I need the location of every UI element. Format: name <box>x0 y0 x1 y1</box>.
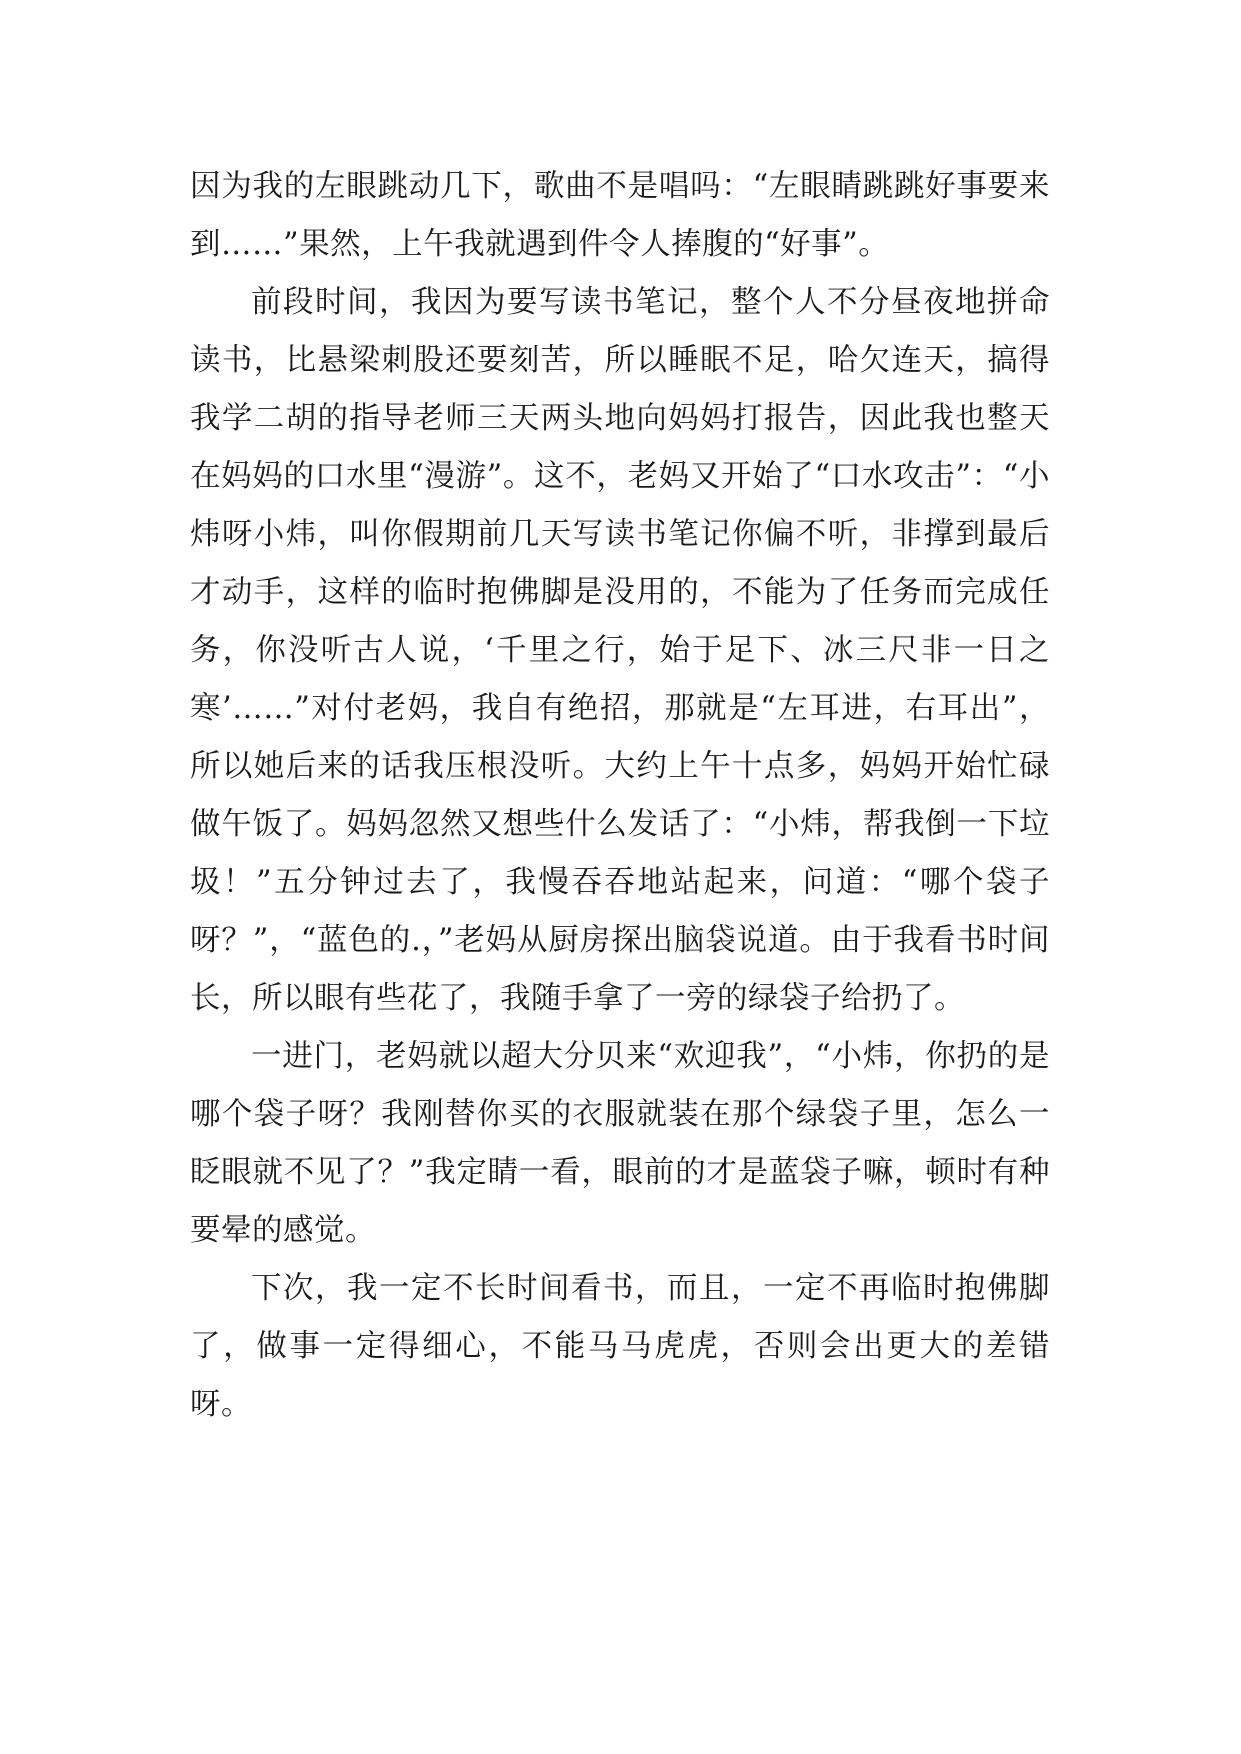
paragraph-3: 一进门，老妈就以超大分贝来“欢迎我”，“小炜，你扔的是哪个袋子呀？我刚替你买的衣服就装在那个绿袋子里，怎么一眨眼就不见了？”我定睛一看，眼前的才是蓝袋子嘛，顿时有种要晕的感觉。 <box>190 1039 1050 1248</box>
paragraph-1: 因为我的左眼跳动几下，歌曲不是唱吗：“左眼睛跳跳好事要来到……”果然，上午我就遇到件令人捧腹的“好事”。 <box>190 169 1050 262</box>
paragraph-4: 下次，我一定不长时间看书，而且，一定不再临时抱佛脚了，做事一定得细心，不能马马虎虎，否则会出更大的差错呀。 <box>190 1271 1050 1422</box>
paragraph-2: 前段时间，我因为要写读书笔记，整个人不分昼夜地拼命读书，比悬梁刺股还要刻苦，所以睡眠不足，哈欠连天，搞得我学二胡的指导老师三天两头地向妈妈打报告，因此我也整天在妈妈的口水里“漫游”。这不，老妈又开始了“口水攻击”：“小炜呀小炜，叫你假期前几天写读书笔记你偏不听，非撑到最后才动手，这样的临时抱佛脚是没用的，不能为了任务而完成任务，你没听古人说，‘千里之行，始于足下、冰三尺非一日之寒’……”对付老妈，我自有绝招，那就是“左耳进，右耳出”，所以她后来的话我压根没听。大约上午十点多，妈妈开始忙碌做午饭了。妈妈忽然又想些什么发话了：“小炜，帮我倒一下垃圾！”五分钟过去了，我慢吞吞地站起来，问道：“哪个袋子呀？”，“蓝色的.，”老妈从厨房探出脑袋说道。由于我看书时间长，所以眼有些花了，我随手拿了一旁的绿袋子给扔了。 <box>190 285 1050 1016</box>
article-body <box>190 158 1050 1434</box>
